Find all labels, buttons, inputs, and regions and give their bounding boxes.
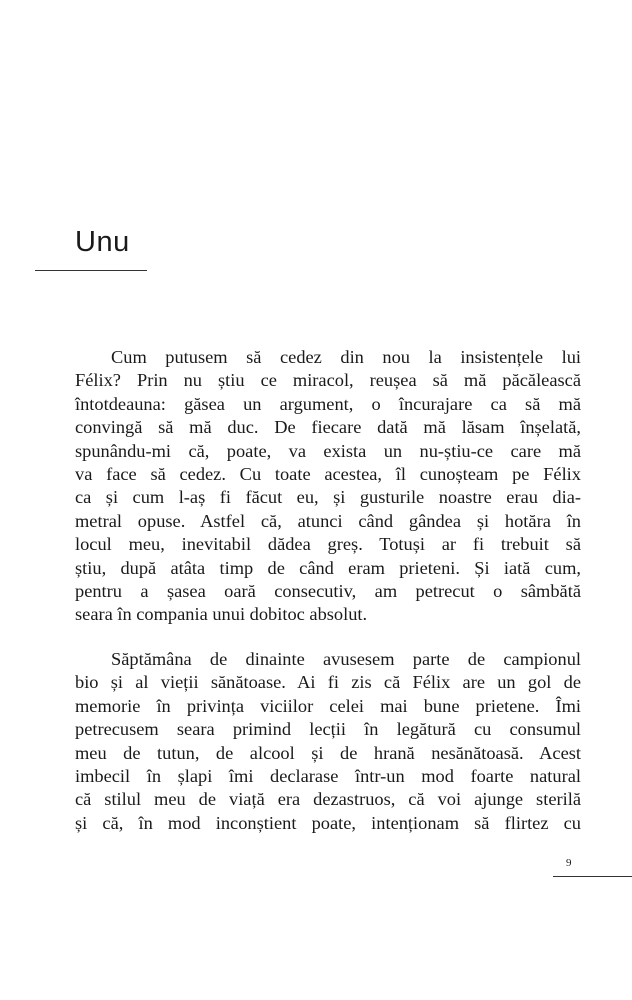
text-line: Cum putusem să cedez din nou la insistențele lui: [111, 347, 581, 367]
text-line: bio și al vieții sănătoase. Ai fi zis că Félix are un gol de: [75, 672, 581, 693]
text-line: metral opuse. Astfel că, atunci când gândea și hotăra în: [75, 510, 581, 531]
text-line: memorie în privința viciilor celei mai bune prietene. Îmi: [75, 695, 581, 716]
text-line: că stilul meu de viață era dezastruos, că voi ajunge sterilă: [75, 789, 581, 810]
chapter-title: Unu: [75, 226, 130, 258]
title-rule: [35, 270, 147, 271]
text-line: locul meu, inevitabil dădea greș. Totuși ar fi trebuit să: [75, 534, 581, 555]
text-line: meu de tutun, de alcool și de hrană nesănătoasă. Acest: [75, 742, 581, 763]
text-line: seara în compania unui dobitoc absolut.: [75, 604, 368, 625]
text-line: convingă să mă duc. De fiecare dată mă lăsam înșelată,: [75, 417, 581, 438]
text-line: va face să cedez. Cu toate acestea, îl cunoșteam pe Félix: [75, 464, 581, 485]
page-number-rule: [553, 876, 632, 877]
text-line: ca și cum l-aș fi făcut eu, și gusturile noastre erau dia-: [75, 487, 581, 508]
text-line: petrecusem seara primind lecții în legătură cu consumul: [75, 719, 581, 740]
text-line: imbecil în șlapi îmi declarase într-un mod foarte natural: [75, 765, 581, 786]
body-text: [75, 346, 581, 835]
text-line: pentru a șasea oară consecutiv, am petrecut o sâmbătă: [75, 581, 581, 602]
text-line: spunându-mi că, poate, va exista un nu-știu-ce care mă: [75, 440, 581, 461]
text-line: știu, după atâta timp de când eram prieteni. Și iată cum,: [75, 557, 581, 578]
page-number: 9: [566, 857, 572, 869]
paragraph-1: [75, 346, 581, 627]
text-line: Félix? Prin nu știu ce miracol, reușea să mă păcălească: [75, 370, 581, 391]
text-line: întotdeauna: găsea un argument, o încurajare ca să mă: [75, 393, 581, 414]
text-line: și că, în mod inconștient poate, intenționam să flirtez cu: [75, 812, 581, 833]
paragraph-2: [75, 648, 581, 835]
text-line: Săptămâna de dinainte avusesem parte de campionul: [111, 648, 581, 669]
